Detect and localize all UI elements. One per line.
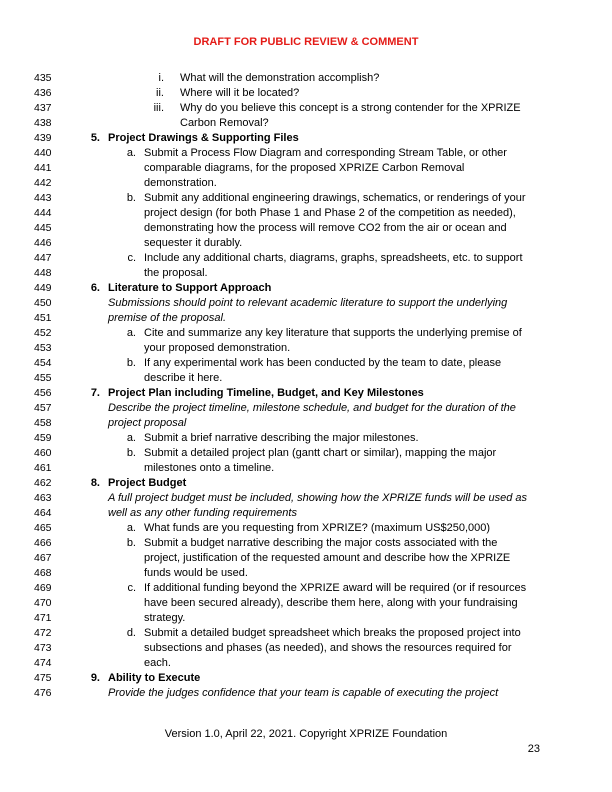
line-number: 437 — [34, 102, 52, 114]
line-number: 466 — [34, 537, 52, 549]
list-marker: a. — [126, 522, 136, 534]
list-marker: i. — [158, 72, 164, 84]
section-description: Describe the project timeline, milestone schedule, and budget for the duration of the — [108, 402, 516, 414]
list-item-text: strategy. — [144, 612, 186, 624]
list-item-text: Submit a detailed budget spreadsheet which breaks the proposed project into — [144, 627, 521, 639]
line-number: 472 — [34, 627, 52, 639]
line-number: 446 — [34, 237, 52, 249]
line-number: 454 — [34, 357, 52, 369]
list-item-text: each. — [144, 657, 171, 669]
line-number: 452 — [34, 327, 52, 339]
line-number: 440 — [34, 147, 52, 159]
section-description: Provide the judges confidence that your team is capable of executing the project — [108, 687, 499, 699]
list-marker: a. — [126, 147, 136, 159]
section-description: project proposal — [108, 417, 187, 429]
list-marker: ii. — [156, 87, 164, 99]
list-marker: 8. — [90, 477, 100, 489]
line-number: 436 — [34, 87, 52, 99]
line-number: 467 — [34, 552, 52, 564]
list-item-text: Submit a budget narrative describing the major costs associated with the — [144, 537, 498, 549]
list-marker: 5. — [90, 132, 100, 144]
line-number: 458 — [34, 417, 52, 429]
line-number: 456 — [34, 387, 52, 399]
line-number: 444 — [34, 207, 52, 219]
list-item-text: What will the demonstration accomplish? — [180, 72, 380, 84]
list-marker: d. — [126, 627, 136, 639]
list-item-text: project design (for both Phase 1 and Phase 2 of the competition as needed), — [144, 207, 516, 219]
line-number: 462 — [34, 477, 52, 489]
list-item-text: subsections and phases (as needed), and shows the resources required for — [144, 642, 512, 654]
line-number: 469 — [34, 582, 52, 594]
list-marker: c. — [127, 582, 136, 594]
list-item-text: Submit a Process Flow Diagram and corresponding Stream Table, or other — [144, 147, 507, 159]
list-item-text: Where will it be located? — [180, 87, 300, 99]
list-item-text: If any experimental work has been conducted by the team to date, please — [144, 357, 502, 369]
section-heading: Project Plan including Timeline, Budget, and Key Milestones — [108, 387, 424, 399]
list-item-text: sequester it durably. — [144, 237, 243, 249]
list-item-text: demonstration. — [144, 177, 217, 189]
list-item-text: Submit a brief narrative describing the major milestones. — [144, 432, 419, 444]
line-number: 455 — [34, 372, 52, 384]
line-number: 459 — [34, 432, 52, 444]
list-marker: iii. — [153, 102, 164, 114]
page-number: 23 — [527, 743, 540, 755]
list-item-text: If additional funding beyond the XPRIZE award will be required (or if resources — [144, 582, 527, 594]
list-marker: b. — [126, 357, 136, 369]
line-number: 442 — [34, 177, 52, 189]
line-number: 449 — [34, 282, 52, 294]
line-number: 461 — [34, 462, 52, 474]
list-item-text: milestones onto a timeline. — [144, 462, 275, 474]
section-description: premise of the proposal. — [108, 312, 227, 324]
line-number: 463 — [34, 492, 52, 504]
line-number: 457 — [34, 402, 52, 414]
list-marker: a. — [126, 432, 136, 444]
section-heading: Project Budget — [108, 477, 187, 489]
list-item-text: project, justification of the requested amount and describe how the XPRIZE — [144, 552, 511, 564]
list-item-text: Cite and summarize any key literature that supports the underlying premise of — [144, 327, 522, 339]
section-heading: Project Drawings & Supporting Files — [108, 132, 299, 144]
list-marker: 9. — [90, 672, 100, 684]
list-item-text: comparable diagrams, for the proposed XPRIZE Carbon Removal — [144, 162, 465, 174]
line-number: 468 — [34, 567, 52, 579]
list-item-text: Carbon Removal? — [180, 117, 269, 129]
line-number: 445 — [34, 222, 52, 234]
list-item-text: Submit any additional engineering drawings, schematics, or renderings of your — [144, 192, 526, 204]
line-number: 443 — [34, 192, 52, 204]
line-number: 439 — [34, 132, 52, 144]
line-number: 448 — [34, 267, 52, 279]
list-item-text: the proposal. — [144, 267, 208, 279]
list-marker: 7. — [90, 387, 100, 399]
line-number: 470 — [34, 597, 52, 609]
footer-version: Version 1.0, April 22, 2021. Copyright XPRIZE Foundation — [164, 728, 448, 740]
list-item-text: your proposed demonstration. — [144, 342, 291, 354]
line-number: 460 — [34, 447, 52, 459]
line-number: 441 — [34, 162, 52, 174]
section-heading: Literature to Support Approach — [108, 282, 272, 294]
section-description: Submissions should point to relevant academic literature to support the underlying — [108, 297, 508, 309]
line-number: 453 — [34, 342, 52, 354]
list-item-text: funds would be used. — [144, 567, 248, 579]
list-item-text: Include any additional charts, diagrams, graphs, spreadsheets, etc. to support — [144, 252, 523, 264]
line-number: 473 — [34, 642, 52, 654]
line-number: 475 — [34, 672, 52, 684]
list-marker: a. — [126, 327, 136, 339]
section-heading: Ability to Execute — [108, 672, 201, 684]
list-item-text: Submit a detailed project plan (gantt chart or similar), mapping the major — [144, 447, 497, 459]
list-item-text: describe it here. — [144, 372, 223, 384]
line-number: 465 — [34, 522, 52, 534]
list-marker: b. — [126, 192, 136, 204]
line-number: 450 — [34, 297, 52, 309]
line-number: 471 — [34, 612, 52, 624]
line-number: 474 — [34, 657, 52, 669]
section-description: A full project budget must be included, showing how the XPRIZE funds will be used as — [108, 492, 528, 504]
list-marker: b. — [126, 537, 136, 549]
draft-banner: DRAFT FOR PUBLIC REVIEW & COMMENT — [193, 36, 419, 48]
line-number: 438 — [34, 117, 52, 129]
list-item-text: What funds are you requesting from XPRIZE? (maximum US$250,000) — [144, 522, 491, 534]
line-number: 451 — [34, 312, 52, 324]
line-number: 447 — [34, 252, 52, 264]
list-marker: b. — [126, 447, 136, 459]
line-number: 435 — [34, 72, 52, 84]
line-number: 476 — [34, 687, 52, 699]
line-number: 464 — [34, 507, 52, 519]
list-item-text: Why do you believe this concept is a strong contender for the XPRIZE — [180, 102, 521, 114]
list-marker: c. — [127, 252, 136, 264]
list-item-text: have been secured already), describe them here, along with your fundraising — [144, 597, 518, 609]
section-description: well as any other funding requirements — [108, 507, 297, 519]
list-item-text: demonstrating how the process will remove CO2 from the air or ocean and — [144, 222, 507, 234]
list-marker: 6. — [90, 282, 100, 294]
